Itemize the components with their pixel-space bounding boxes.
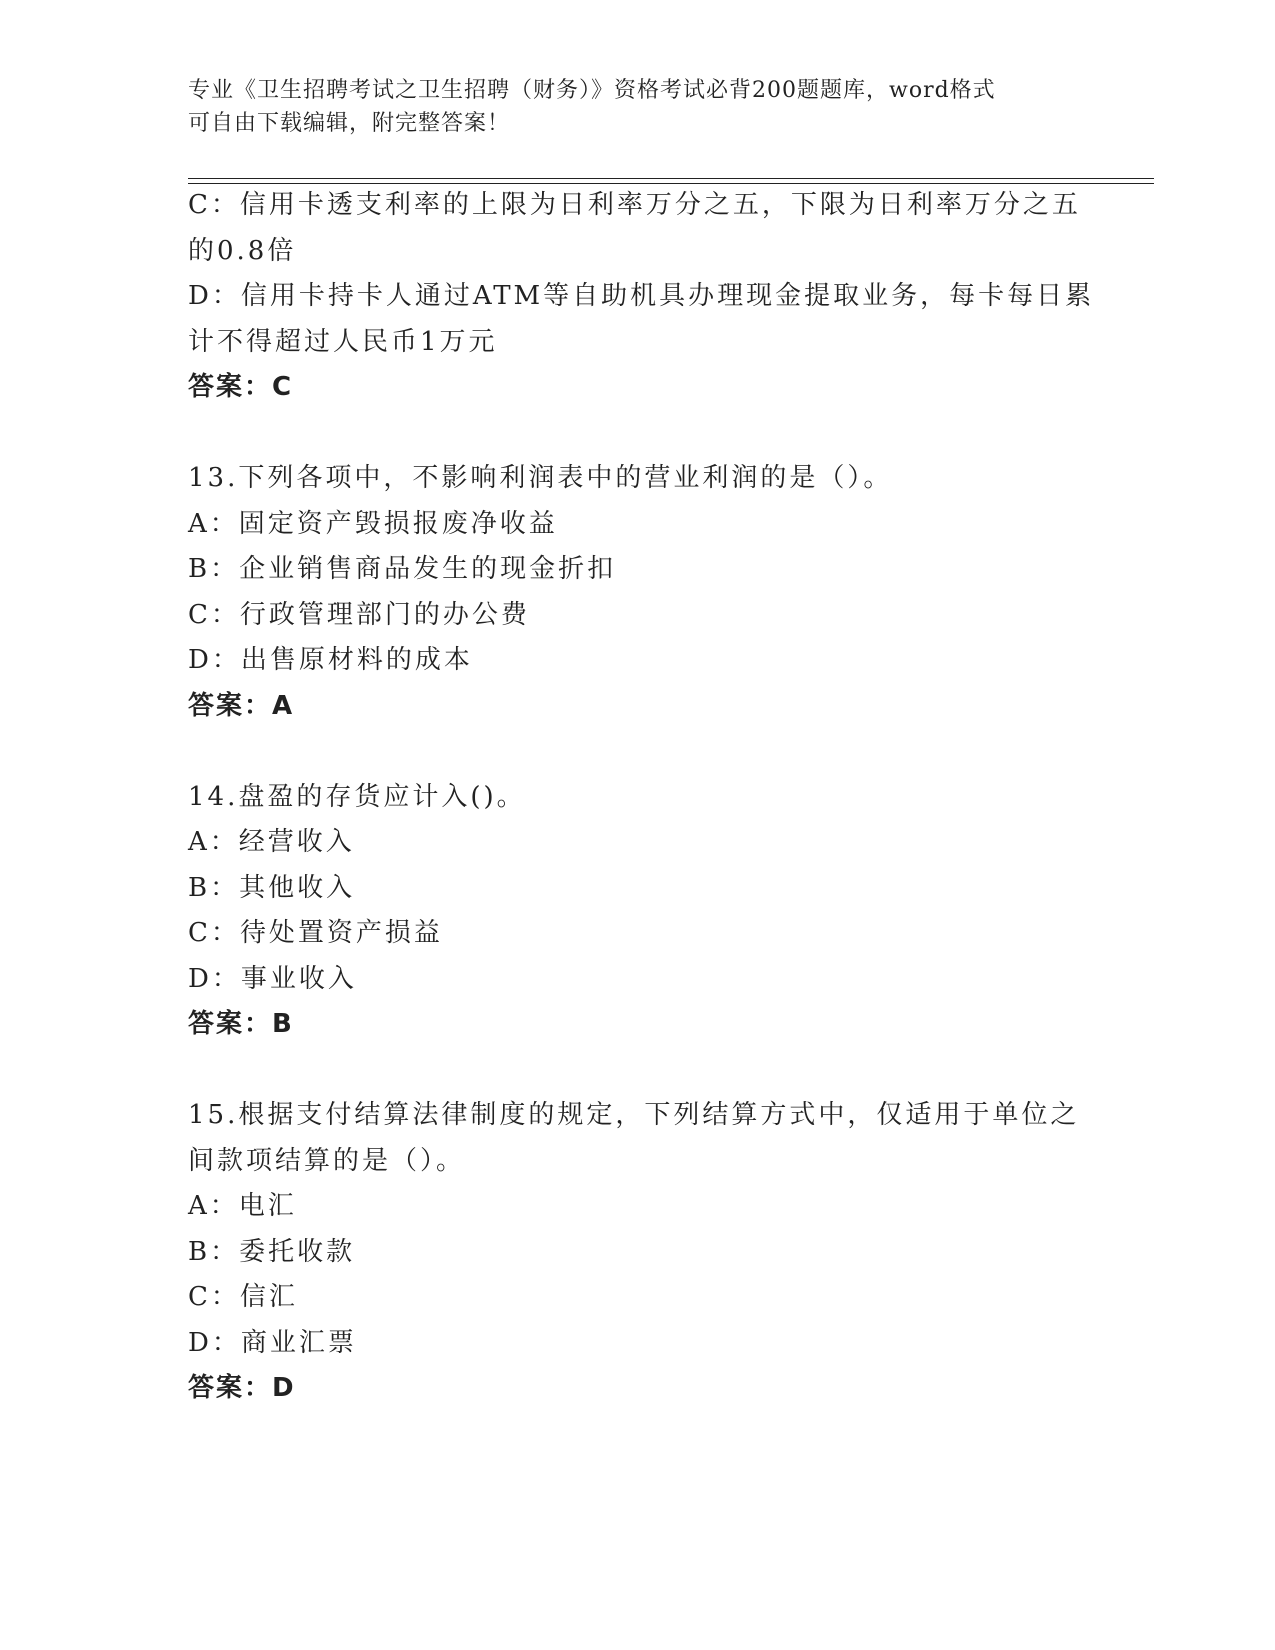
spacer [188, 729, 1088, 775]
answer: 答案：B [188, 1009, 294, 1039]
question-15 [188, 1093, 1088, 1412]
question-14 [188, 775, 1088, 1048]
option-d-line-1: D：信用卡持卡人通过ATM等自助机具办理现金提取业务，每卡每日累 [188, 281, 1095, 311]
option-b: B：其他收入 [188, 872, 356, 903]
spacer [188, 1048, 1088, 1094]
prev-question-continuation [188, 183, 1095, 411]
option-a: A：固定资产毁损报废净收益 [188, 508, 558, 539]
header-line-1: 专业《卫生招聘考试之卫生招聘（财务）》资格考试必背200题题库，word格式 [188, 78, 996, 103]
question-stem: 14.盘盈的存货应计入()。 [188, 781, 526, 812]
option-c-line-2: 的0.8倍 [188, 235, 297, 266]
option-c-line-1: C：信用卡透支利率的上限为日利率万分之五，下限为日利率万分之五 [188, 190, 1081, 220]
question-stem-line-1: 15.根据支付结算法律制度的规定，下列结算方式中，仅适用于单位之 [188, 1100, 1080, 1130]
answer: 答案：D [188, 1373, 296, 1403]
document-header [188, 74, 1088, 140]
option-c: C：信汇 [188, 1282, 298, 1312]
question-13 [188, 456, 1088, 729]
option-d: D：事业收入 [188, 963, 357, 994]
option-d-line-2: 计不得超过人民币1万元 [188, 326, 498, 357]
question-stem: 13.下列各项中，不影响利润表中的营业利润的是（）。 [188, 463, 893, 493]
header-line-2: 可自由下载编辑，附完整答案！ [188, 111, 511, 136]
question-stem-line-2: 间款项结算的是（）。 [188, 1145, 466, 1176]
option-c: C：行政管理部门的办公费 [188, 599, 530, 630]
option-d: D：出售原材料的成本 [188, 645, 473, 675]
answer: 答案：A [188, 690, 295, 721]
option-a: A：电汇 [188, 1191, 297, 1221]
option-c: C：待处置资产损益 [188, 918, 443, 948]
option-b: B：委托收款 [188, 1236, 356, 1267]
option-a: A：经营收入 [188, 827, 355, 857]
document-body [188, 183, 1095, 1412]
header-rule-top [188, 178, 1154, 179]
answer: 答案：C [188, 372, 294, 402]
option-b: B：企业销售商品发生的现金折扣 [188, 554, 617, 584]
option-d: D：商业汇票 [188, 1327, 357, 1358]
spacer [188, 411, 1088, 457]
